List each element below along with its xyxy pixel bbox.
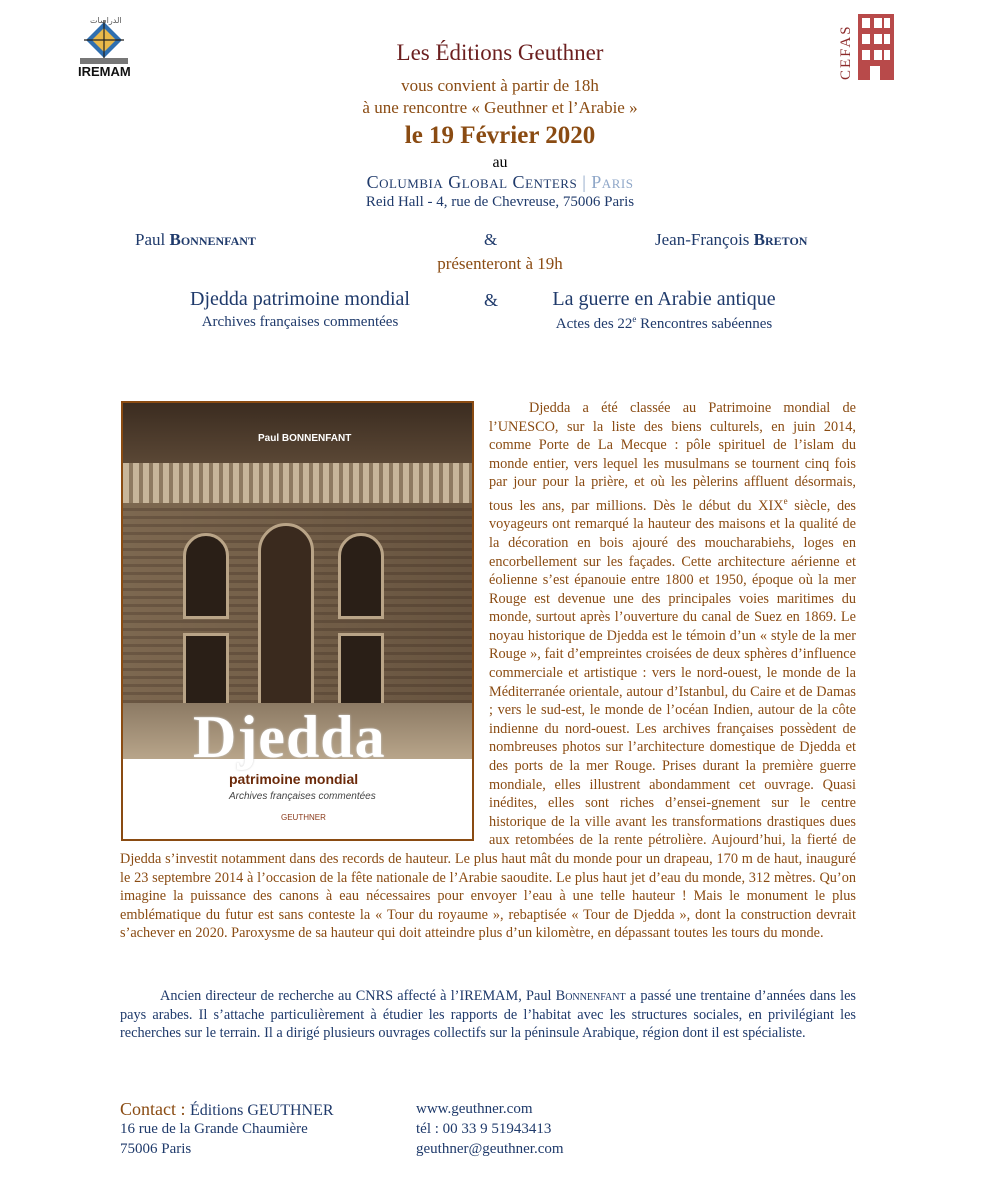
description-part-1: Djedda a été classée au Patrimoine mondial de l’UNESCO, sur la liste des biens culturels, en juin 2014, comme Porte de La Mecque : pôle spirituel de l’islam du monde entier, vers lequel les musulmans se tournent cinq fois par jour pour la prière, et où les pèlerins affluent désormais, tous les ans, par millions. Dès le début du XIX xyxy=(489,400,856,514)
contact-city: 75006 Paris xyxy=(120,1141,192,1157)
cover-author: Paul BONNENFANT xyxy=(258,433,352,444)
presenting-time: présenteront à 19h xyxy=(437,254,563,273)
venue-separator: | xyxy=(582,172,587,192)
cover-publisher: GEUTHNER xyxy=(281,813,326,822)
bio-name: Bonnenfant xyxy=(555,988,626,1004)
cover-subtitle: patrimoine mondial xyxy=(229,771,359,787)
venue-main: Columbia Global Centers xyxy=(366,172,578,192)
svg-text:الدراسات: الدراسات xyxy=(90,16,122,25)
author-bio-paragraph xyxy=(120,987,856,1043)
book-2-subtitle xyxy=(514,314,814,333)
author-2-last: Breton xyxy=(753,230,808,249)
contact-heading xyxy=(120,1099,334,1120)
books-ampersand: & xyxy=(484,290,499,310)
publisher-title: Les Éditions Geuthner xyxy=(396,40,604,65)
contact-website-link[interactable]: www.geuthner.com xyxy=(416,1101,533,1117)
invite-line-1: vous convient à partir de 18h xyxy=(401,76,599,95)
author-2 xyxy=(655,230,807,250)
book-2-subtitle-sup: e xyxy=(632,314,637,324)
speakers-ampersand: & xyxy=(484,230,498,249)
svg-text:CEFAS: CEFAS xyxy=(838,24,854,80)
contact-org: Éditions GEUTHNER xyxy=(190,1102,334,1119)
svg-text:IREMAM: IREMAM xyxy=(78,64,131,78)
venue-address: Reid Hall - 4, rue de Chevreuse, 75006 Paris xyxy=(365,194,635,210)
book-1-subtitle: Archives françaises commentées xyxy=(201,314,399,330)
book-2-title: La guerre en Arabie antique xyxy=(552,288,776,310)
cover-title: Djedda xyxy=(193,704,386,770)
description-sup: e xyxy=(783,495,788,506)
contact-label: Contact : xyxy=(120,1099,190,1119)
author-1-first: Paul xyxy=(135,230,166,249)
contact-street: 16 rue de la Grande Chaumière xyxy=(120,1121,308,1137)
description-part-2: siècle, des voyageurs ont remarqué la hauteur des maisons et la qualité de la décoration en bois ajouré des moucharabiehs, loges en encorbellement sur les façades. Cette architecture aérienne et éolienne s’est épanouie entre 1800 et 1950, époque où la mer Rouge est devenue une des principales voies maritimes du monde, surtout après l’ouverture du canal de Suez en 1869. Le noyau historique de Djedda est le témoin d’un « style de la mer Rouge », fait d’empreintes croisées de deux sphères d’influence commerciale et artistique : vers le nord-ouest, le monde de la Méditerranée orientale, autour d’Istanbul, du Caire et de Damas ; vers le sud-est, le monde de l’océan Indien, autour de la côte indienne du nord-ouest. Les archives françaises possèdent de nombreuses photos sur l’architecture domestique de Djedda et des ports de la mer Rouge. Prises durant la première guerre mondiale, elles illustrent abondamment cet ouvrage. Quasi inédites, elles sont riches d’ensei-gnement sur le centre historique de la ville avant les transformations drastiques dues aux retombées de la rente pétrolière. Aujourd’hui, la fierté de Djedda s’investit notamment dans des records de hauteur. Le plus haut mât du monde pour un drapeau, 170 m de haut, inauguré le 23 septembre 2014 à l’occasion de la fête nationale de l’Arabie saoudite. Le plus haut jet d’eau du monde, 312 mètres. Qu’on imagine la puissance des canons à eau nécessaires pour envoyer l’eau à une telle hauteur ! Mais le monument le plus emblématique du futur est sans conteste la « Tour du royaume », rebaptisée « Tour de Djedda », dont la construction devrait s’achever en 2020. Paroxysme de sa hauteur qui doit atteindre plus d’un kilomètre, en dépassant toutes les tours du monde. xyxy=(120,497,856,942)
bio-part-2: a passé une trentaine d’années dans les pays arabes. Il s’attache particulièrement à étudier les rapports de l’habitat avec les structures sociales, en privilégiant les recherches sur le terrain. Il a dirigé plusieurs ouvrages collectifs sur la péninsule Arabique, région dont il est spécialiste. xyxy=(120,988,856,1042)
book-2-subtitle-post: Rencontres sabéennes xyxy=(636,316,773,332)
contact-phone: tél : 00 33 9 51943413 xyxy=(416,1121,552,1137)
contact-email-link[interactable]: geuthner@geuthner.com xyxy=(416,1141,564,1157)
book-1-title: Djedda patrimoine mondial xyxy=(190,288,410,310)
cover-subtitle-2: Archives françaises commentées xyxy=(229,791,376,802)
description-paragraph xyxy=(120,399,856,943)
venue-name xyxy=(0,172,1000,193)
venue-city: Paris xyxy=(591,172,634,192)
au-label: au xyxy=(492,154,508,171)
invite-line-2: à une rencontre « Geuthner et l’Arabie » xyxy=(362,98,638,117)
event-date: le 19 Février 2020 xyxy=(404,122,596,149)
author-1-last: Bonnenfant xyxy=(169,230,256,249)
author-2-first: Jean-François xyxy=(655,230,750,249)
book-2-subtitle-pre: Actes des 22 xyxy=(555,316,633,332)
author-1 xyxy=(135,230,256,250)
bio-part-1: Ancien directeur de recherche au CNRS affecté à l’IREMAM, Paul xyxy=(160,988,556,1004)
